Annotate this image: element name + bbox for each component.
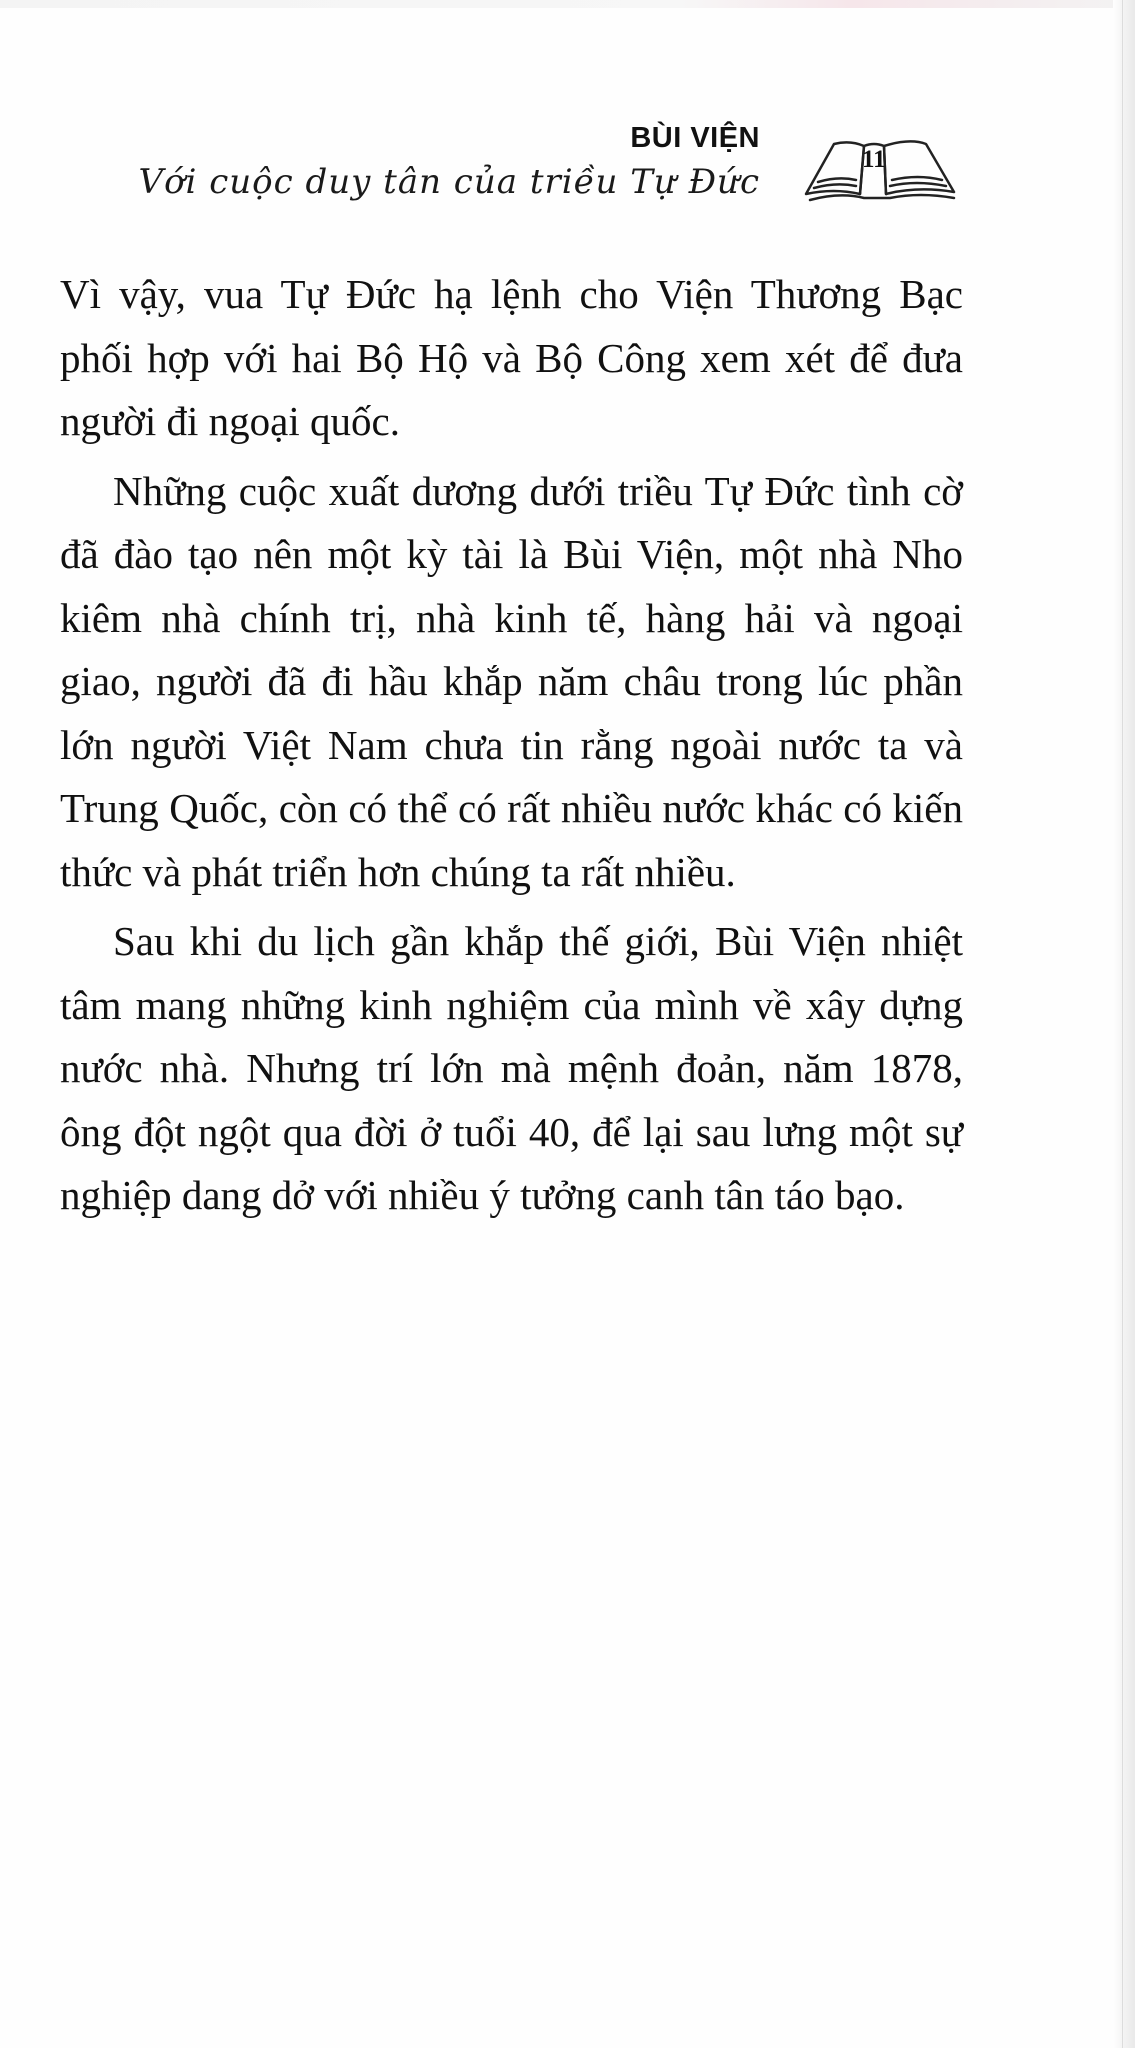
page-edge-line — [1122, 0, 1123, 2048]
paragraph-1: Vì vậy, vua Tự Đức hạ lệnh cho Viện Thương Bạc phối hợp với hai Bộ Hộ và Bộ Công xem xét để đưa người đi ngoại quốc. — [60, 271, 963, 444]
running-header-title: BÙI VIỆN — [630, 122, 760, 154]
running-header-subtitle: Với cuộc duy tân của triều Tự Đức — [138, 162, 760, 202]
body-text — [60, 263, 963, 1234]
paragraph-2: Những cuộc xuất dương dưới triều Tự Đức tình cờ đã đào tạo nên một kỳ tài là Bùi Viện, một nhà Nho kiêm nhà chính trị, nhà kinh tế, hàng hải và ngoại giao, người đã đi hầu khắp năm châu trong lúc phần lớn người Việt Nam chưa tin rằng ngoài nước ta và Trung Quốc, còn có thể có rất nhiều nước khác có kiến thức và phát triển hơn chúng ta rất nhiều. — [60, 467, 963, 895]
page-top-edge — [0, 0, 1135, 8]
page-right-edge — [1113, 0, 1135, 2048]
page-number: 11 — [862, 146, 886, 173]
paragraph-3: Sau khi du lịch gần khắp thế giới, Bùi Viện nhiệt tâm mang những kinh nghiệm của mình về xây dựng nước nhà. Nhưng trí lớn mà mệnh đoản, năm 1878, ông đột ngột qua đời ở tuổi 40, để lại sau lưng một sự nghiệp dang dở với nhiều ý tưởng canh tân táo bạo. — [60, 918, 963, 1218]
